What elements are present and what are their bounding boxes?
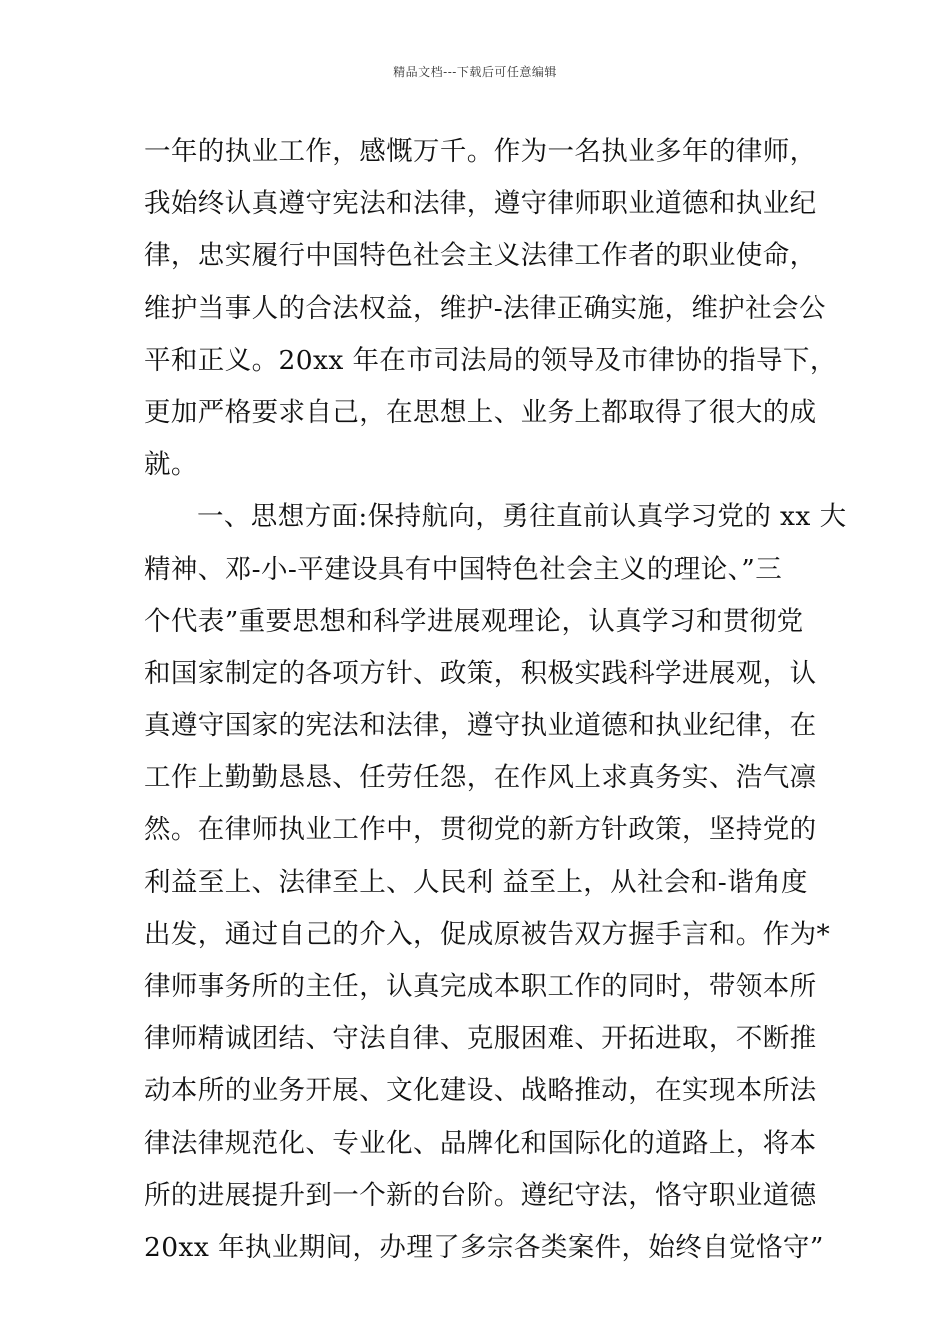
body-line: 维护当事人的合法权益，维护-法律正确实施，维护社会公	[144, 292, 826, 324]
page-header: 精品文档---下载后可任意编辑	[393, 65, 557, 79]
body-line: 一年的执业工作，感慨万千。作为一名执业多年的律师，	[144, 136, 817, 167]
document-body	[144, 126, 847, 1274]
body-line: 精神、邓-小-平建设具有中国特色社会主义的理论、”三	[144, 553, 783, 585]
body-line: 和国家制定的各项方针、政策，积极实践科学进展观，认	[144, 657, 817, 689]
body-line: 我始终认真遵守宪法和法律，遵守律师职业道德和执业纪	[144, 188, 817, 220]
body-line: 律师事务所的主任，认真完成本职工作的同时，带领本所	[144, 971, 817, 1002]
body-line: 律师精诚团结、守法自律、克服困难、开拓进取，不断推	[144, 1023, 817, 1055]
body-line: 律，忠实履行中国特色社会主义法律工作者的职业使命，	[144, 240, 817, 272]
body-line: 然。在律师执业工作中，贯彻党的新方针政策，坚持党的	[144, 814, 817, 846]
body-line: 平和正义。20xx 年在市司法局的领导及市律协的指导下，	[144, 344, 837, 376]
body-line: 出发，通过自己的介入，促成原被告双方握手言和。作为*	[144, 918, 831, 950]
body-line: 利益至上、法律至上、人民利 益至上，从社会和-谐角度	[144, 866, 808, 898]
body-line: 真遵守国家的宪法和法律，遵守执业道德和执业纪律，在	[144, 710, 817, 742]
section-heading-line: 一、思想方面:保持航向，勇往直前认真学习党的 xx 大	[197, 501, 847, 533]
body-line: 律法律规范化、专业化、品牌化和国际化的道路上，将本	[144, 1127, 817, 1159]
body-line: 所的进展提升到一个新的台阶。遵纪守法，恪守职业道德	[144, 1179, 817, 1211]
body-line: 个代表”重要思想和科学进展观理论，认真学习和贯彻党	[144, 605, 804, 637]
body-line: 就。	[144, 449, 198, 481]
body-line: 20xx 年执业期间，办理了多宗各类案件，始终自觉恪守”	[144, 1231, 824, 1263]
body-line: 更加严格要求自己，在思想上、业务上都取得了很大的成	[144, 396, 817, 428]
body-line: 工作上勤勤恳恳、任劳任怨，在作风上求真务实、浩气凛	[144, 762, 817, 794]
body-line: 动本所的业务开展、文化建设、战略推动，在实现本所法	[144, 1075, 817, 1107]
